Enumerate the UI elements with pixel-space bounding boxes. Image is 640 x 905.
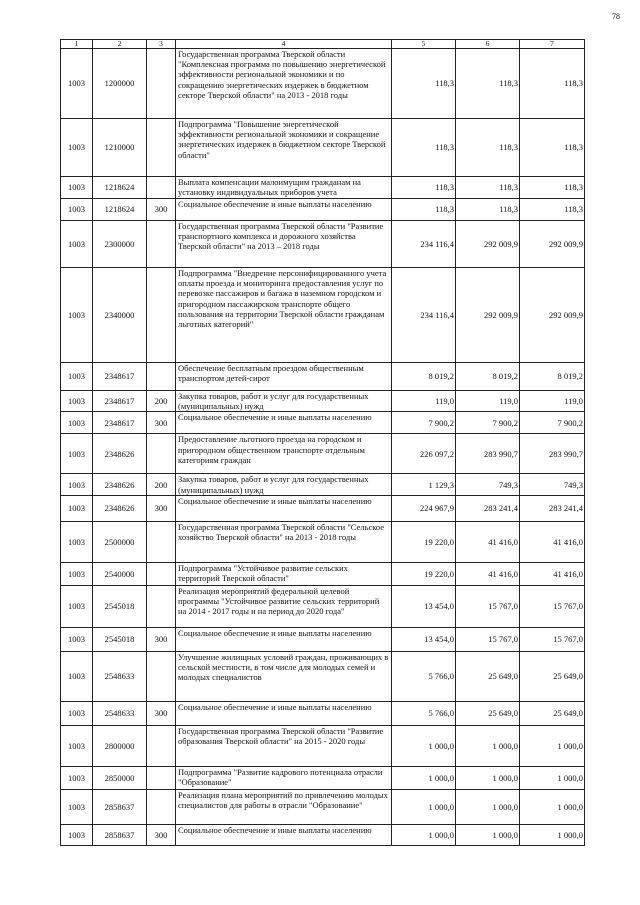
value-col6-cell: 1 000,0 [456,766,520,789]
value-col7-cell: 749,3 [520,474,585,495]
code-cell: 2545018 [93,627,147,651]
code-cell: 2348617 [93,391,147,412]
section-cell: 1003 [61,391,93,412]
table-row [61,824,585,845]
value-col5-cell: 118,3 [392,119,456,177]
section-cell: 1003 [61,627,93,651]
expense-type-cell: 300 [147,412,176,434]
section-cell: 1003 [61,268,93,363]
value-col5-cell: 118,3 [392,177,456,199]
value-col6-cell: 1 000,0 [456,725,520,766]
code-cell: 2340000 [93,268,147,363]
expense-type-cell [147,363,176,391]
value-col6-cell: 283 241,4 [456,495,520,521]
expense-type-cell: 200 [147,391,176,412]
section-cell: 1003 [61,766,93,789]
value-col7-cell: 118,3 [520,199,585,221]
code-cell: 2348617 [93,363,147,391]
table-row [61,627,585,651]
table-row [61,789,585,824]
table-row [61,391,585,412]
column-header: 4 [176,40,392,49]
expense-type-cell [147,562,176,585]
table-row [61,119,585,177]
value-col6-cell: 8 019,2 [456,363,520,391]
value-col6-cell: 7 900,2 [456,412,520,434]
name-cell: Подпрограмма "Развитие кадрового потенциала отрасли "Образование" [176,766,392,789]
expense-type-cell: 200 [147,474,176,495]
value-col5-cell: 1 000,0 [392,789,456,824]
table-body [61,40,585,846]
value-col6-cell: 25 649,0 [456,651,520,701]
table-row [61,651,585,701]
table-row [61,412,585,434]
column-header: 7 [520,40,585,49]
value-col5-cell: 13 454,0 [392,585,456,627]
value-col5-cell: 119,0 [392,391,456,412]
code-cell: 1218624 [93,177,147,199]
column-header: 6 [456,40,520,49]
value-col5-cell: 1 000,0 [392,766,456,789]
code-cell: 2548633 [93,651,147,701]
table-row [61,701,585,725]
name-cell: Социальное обеспечение и иные выплаты населению [176,824,392,845]
section-cell: 1003 [61,562,93,585]
value-col5-cell: 1 000,0 [392,725,456,766]
code-cell: 2348626 [93,474,147,495]
value-col7-cell: 1 000,0 [520,766,585,789]
table-row [61,766,585,789]
name-cell: Обеспечение бесплатным проездом общественным транспортом детей-сирот [176,363,392,391]
value-col7-cell: 283 990,7 [520,434,585,474]
value-col7-cell: 118,3 [520,49,585,119]
table-row [61,49,585,119]
section-cell: 1003 [61,495,93,521]
code-cell: 2850000 [93,766,147,789]
name-cell: Реализация мероприятий федеральной целевой программы "Устойчивое развитие сельских территорий на 2014 - 2017 годы и на период до 2020 года" [176,585,392,627]
code-cell: 2800000 [93,725,147,766]
value-col7-cell: 25 649,0 [520,651,585,701]
name-cell: Государственная программа Тверской области "Комплексная программа по повышению энергетической эффективности региональной экономики и по сокращению энергетических издержек в бюджетном секторе Тверской области" на 2013 - 2018 годы [176,49,392,119]
table-row [61,268,585,363]
value-col5-cell: 234 116,4 [392,221,456,268]
value-col5-cell: 19 220,0 [392,562,456,585]
value-col7-cell: 41 416,0 [520,521,585,562]
name-cell: Государственная программа Тверской области "Развитие образования Тверской области" на 2015 - 2020 годы [176,725,392,766]
expense-type-cell: 300 [147,495,176,521]
value-col7-cell: 15 767,0 [520,627,585,651]
value-col5-cell: 224 967,9 [392,495,456,521]
value-col6-cell: 292 009,9 [456,221,520,268]
value-col5-cell: 118,3 [392,49,456,119]
code-cell: 2858637 [93,824,147,845]
value-col6-cell: 749,3 [456,474,520,495]
expense-type-cell [147,221,176,268]
table-row [61,585,585,627]
code-cell: 1210000 [93,119,147,177]
value-col7-cell: 292 009,9 [520,268,585,363]
name-cell: Социальное обеспечение и иные выплаты населению [176,199,392,221]
name-cell: Социальное обеспечение и иные выплаты населению [176,701,392,725]
table-row [61,495,585,521]
section-cell: 1003 [61,49,93,119]
name-cell: Государственная программа Тверской области "Развитие транспортного комплекса и дорожного хозяйства Тверской области" на 2013 – 2018 годы [176,221,392,268]
value-col7-cell: 15 767,0 [520,585,585,627]
value-col6-cell: 15 767,0 [456,585,520,627]
value-col6-cell: 1 000,0 [456,824,520,845]
expense-type-cell [147,49,176,119]
expense-type-cell [147,268,176,363]
value-col6-cell: 41 416,0 [456,521,520,562]
value-col7-cell: 292 009,9 [520,221,585,268]
header-row [61,40,585,49]
code-cell: 2540000 [93,562,147,585]
value-col5-cell: 7 900,2 [392,412,456,434]
value-col6-cell: 41 416,0 [456,562,520,585]
section-cell: 1003 [61,824,93,845]
expense-type-cell: 300 [147,824,176,845]
name-cell: Государственная программа Тверской области "Сельское хозяйство Тверской области" на 2013 - 2018 годы [176,521,392,562]
value-col5-cell: 19 220,0 [392,521,456,562]
expense-type-cell: 300 [147,199,176,221]
value-col7-cell: 1 000,0 [520,725,585,766]
section-cell: 1003 [61,363,93,391]
budget-table [60,39,585,846]
section-cell: 1003 [61,221,93,268]
table-row [61,363,585,391]
value-col5-cell: 8 019,2 [392,363,456,391]
value-col6-cell: 1 000,0 [456,789,520,824]
name-cell: Социальное обеспечение и иные выплаты населению [176,627,392,651]
value-col7-cell: 119,0 [520,391,585,412]
section-cell: 1003 [61,521,93,562]
name-cell: Социальное обеспечение и иные выплаты населению [176,495,392,521]
table-row [61,199,585,221]
table-row [61,474,585,495]
name-cell: Предоставление льготного проезда на городском и пригородном общественном транспорте отдельным категориям граждан [176,434,392,474]
column-header: 3 [147,40,176,49]
value-col7-cell: 1 000,0 [520,789,585,824]
value-col6-cell: 292 009,9 [456,268,520,363]
section-cell: 1003 [61,199,93,221]
value-col7-cell: 118,3 [520,177,585,199]
value-col5-cell: 5 766,0 [392,651,456,701]
value-col7-cell: 283 241,4 [520,495,585,521]
value-col7-cell: 25 649,0 [520,701,585,725]
code-cell: 2545018 [93,585,147,627]
value-col5-cell: 234 116,4 [392,268,456,363]
value-col5-cell: 118,3 [392,199,456,221]
column-header: 2 [93,40,147,49]
expense-type-cell [147,725,176,766]
section-cell: 1003 [61,474,93,495]
code-cell: 2348626 [93,434,147,474]
expense-type-cell [147,521,176,562]
table-row [61,521,585,562]
value-col5-cell: 226 097,2 [392,434,456,474]
section-cell: 1003 [61,412,93,434]
expense-type-cell: 300 [147,701,176,725]
section-cell: 1003 [61,701,93,725]
code-cell: 2548633 [93,701,147,725]
code-cell: 2500000 [93,521,147,562]
expense-type-cell [147,119,176,177]
table-row [61,434,585,474]
value-col7-cell: 41 416,0 [520,562,585,585]
expense-type-cell [147,177,176,199]
name-cell: Реализация плана мероприятий по привлечению молодых специалистов для работы в отрасли "Образование" [176,789,392,824]
expense-type-cell [147,766,176,789]
value-col6-cell: 118,3 [456,49,520,119]
code-cell: 2348626 [93,495,147,521]
table-row [61,221,585,268]
page-number: 78 [612,12,620,21]
name-cell: Закупка товаров, работ и услуг для государственных (муниципальных) нужд [176,391,392,412]
table-row [61,562,585,585]
name-cell: Подпрограмма "Устойчивое развитие сельских территорий Тверской области" [176,562,392,585]
name-cell: Закупка товаров, работ и услуг для государственных (муниципальных) нужд [176,474,392,495]
expense-type-cell [147,434,176,474]
value-col6-cell: 15 767,0 [456,627,520,651]
table-row [61,725,585,766]
expense-type-cell: 300 [147,627,176,651]
code-cell: 2858637 [93,789,147,824]
name-cell: Подпрограмма "Внедрение персонифицированного учета оплаты проезда и мониторинга предоставления услуг по перевозке пассажиров и багажа в наземном городском и пригородном пассажирском транспорте общего пользования на территории Тверской области гражданам льготных категорий" [176,268,392,363]
value-col5-cell: 1 129,3 [392,474,456,495]
value-col6-cell: 118,3 [456,119,520,177]
code-cell: 1218624 [93,199,147,221]
section-cell: 1003 [61,651,93,701]
value-col6-cell: 119,0 [456,391,520,412]
value-col5-cell: 13 454,0 [392,627,456,651]
section-cell: 1003 [61,177,93,199]
value-col6-cell: 283 990,7 [456,434,520,474]
section-cell: 1003 [61,119,93,177]
name-cell: Подпрограмма "Повышение энергетической эффективности региональной экономики и сокращение энергетических издержек в бюджетном секторе Тверской области" [176,119,392,177]
name-cell: Выплата компенсации малоимущим гражданам на установку индивидуальных приборов учета [176,177,392,199]
column-header: 5 [392,40,456,49]
value-col7-cell: 8 019,2 [520,363,585,391]
expense-type-cell [147,585,176,627]
value-col6-cell: 118,3 [456,199,520,221]
value-col6-cell: 25 649,0 [456,701,520,725]
value-col7-cell: 118,3 [520,119,585,177]
code-cell: 2300000 [93,221,147,268]
value-col5-cell: 5 766,0 [392,701,456,725]
value-col5-cell: 1 000,0 [392,824,456,845]
name-cell: Улучшение жилищных условий граждан, проживающих в сельской местности, в том числе для молодых семей и молодых специалистов [176,651,392,701]
value-col7-cell: 7 900,2 [520,412,585,434]
value-col6-cell: 118,3 [456,177,520,199]
name-cell: Социальное обеспечение и иные выплаты населению [176,412,392,434]
code-cell: 2348617 [93,412,147,434]
expense-type-cell [147,651,176,701]
value-col7-cell: 1 000,0 [520,824,585,845]
code-cell: 1200000 [93,49,147,119]
table-row [61,177,585,199]
section-cell: 1003 [61,434,93,474]
column-header: 1 [61,40,93,49]
section-cell: 1003 [61,585,93,627]
section-cell: 1003 [61,725,93,766]
section-cell: 1003 [61,789,93,824]
expense-type-cell [147,789,176,824]
